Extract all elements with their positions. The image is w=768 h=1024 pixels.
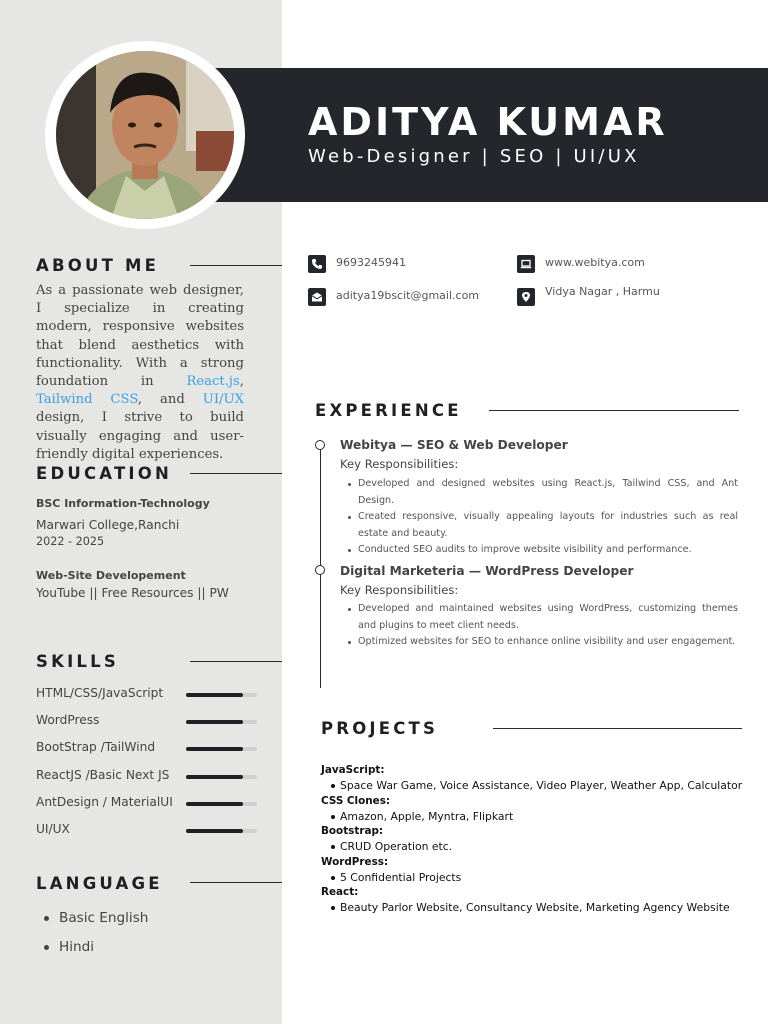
skill-level-fill xyxy=(186,775,243,779)
language-divider xyxy=(190,882,282,883)
skill-level-fill xyxy=(186,693,243,697)
project-item: Amazon, Apple, Myntra, Flipkart xyxy=(321,809,761,824)
candidate-tagline: Web-Designer | SEO | UI/UX xyxy=(308,146,640,167)
skill-label: ReactJS /Basic Next JS xyxy=(36,768,170,782)
responsibility-item: Developed and designed websites using React.js, Tailwind CSS, and Ant Design. xyxy=(358,476,738,509)
skill-label: HTML/CSS/JavaScript xyxy=(36,686,164,700)
project-category: Bootstrap: xyxy=(321,825,384,837)
address-text: Vidya Nagar , Harmu xyxy=(545,285,660,298)
project-category: CSS Clones: xyxy=(321,794,391,807)
about-section-title: ABOUT ME xyxy=(36,256,160,275)
phone-number: 9693245941 xyxy=(336,256,406,269)
skill-item xyxy=(36,795,258,813)
language-section-title: LANGUAGE xyxy=(36,874,163,893)
project-category: WordPress: xyxy=(321,855,389,868)
profile-photo xyxy=(56,51,234,219)
responsibility-item: Optimized websites for SEO to enhance online visibility and user engagement. xyxy=(358,634,738,651)
projects-divider xyxy=(493,728,742,729)
timeline-dot xyxy=(315,440,325,450)
project-item: Space War Game, Voice Assistance, Video Player, Weather App, Calculator xyxy=(321,778,761,793)
education-years: 2022 - 2025 xyxy=(36,535,105,548)
project-item: CRUD Operation etc. xyxy=(321,839,761,854)
email-address: aditya19bscit@gmail.com xyxy=(336,289,480,302)
language-list xyxy=(44,908,148,966)
job-title: Digital Marketeria — WordPress Developer xyxy=(340,564,634,578)
skill-item xyxy=(36,686,258,704)
projects-list xyxy=(321,763,761,916)
projects-section-title: PROJECTS xyxy=(321,719,439,738)
language-item: Hindi xyxy=(44,937,148,966)
skill-level-fill xyxy=(186,802,243,806)
education-section-title: EDUCATION xyxy=(36,464,172,483)
skill-level-track xyxy=(186,747,257,751)
skill-label: BootStrap /TailWind xyxy=(36,740,156,754)
skill-level-track xyxy=(186,802,257,806)
about-link-reactjs[interactable]: React.js xyxy=(186,374,240,390)
job-responsibilities xyxy=(358,601,738,651)
timeline-dot xyxy=(315,565,325,575)
about-text-intro: As a passionate web designer, I specialize in creating modern, responsive websites that blend aesthetics with functionality. With a strong foundation in xyxy=(36,283,244,390)
candidate-name: ADITYA KUMAR xyxy=(308,100,668,144)
project-item: 5 Confidential Projects xyxy=(321,870,761,885)
phone-icon xyxy=(308,255,326,273)
education-degree: BSC Information-Technology xyxy=(36,497,210,510)
skill-level-track xyxy=(186,720,257,724)
job-subtitle: Key Responsibilities: xyxy=(340,457,459,471)
skill-item xyxy=(36,713,258,731)
portrait-illustration xyxy=(56,51,234,219)
about-text-separator: , xyxy=(239,374,244,390)
envelope-icon xyxy=(308,288,326,306)
skill-item xyxy=(36,768,258,786)
project-category: React: xyxy=(321,886,359,898)
location-pin-icon xyxy=(517,288,535,306)
about-link-tailwind[interactable]: Tailwind CSS xyxy=(36,392,138,408)
skill-level-track xyxy=(186,829,257,833)
skill-level-fill xyxy=(186,720,243,724)
project-item: Beauty Parlor Website, Consultancy Website, Marketing Agency Website xyxy=(321,900,761,915)
skill-label: AntDesign / MaterialUI xyxy=(36,795,173,809)
responsibility-item: Created responsive, visually appealing layouts for industries such as real estate and beauty. xyxy=(358,509,738,542)
experience-divider xyxy=(489,410,739,411)
about-divider xyxy=(190,265,282,266)
website-url: www.webitya.com xyxy=(545,256,645,269)
project-category: JavaScript: xyxy=(321,764,385,776)
responsibility-item: Developed and maintained websites using WordPress, customizing themes and plugins to meet client needs. xyxy=(358,601,738,634)
about-text xyxy=(36,282,244,464)
skill-level-track xyxy=(186,693,257,697)
skills-divider xyxy=(190,661,282,662)
job-subtitle: Key Responsibilities: xyxy=(340,583,459,597)
about-text-outro: design, I strive to build visually engaging and user-friendly digital experiences. xyxy=(36,410,244,462)
education-course: Web-Site Developement xyxy=(36,569,186,582)
responsibility-item: Conducted SEO audits to improve website visibility and performance. xyxy=(358,542,738,559)
skills-section-title: SKILLS xyxy=(36,652,119,671)
about-link-uiux[interactable]: UI/UX xyxy=(202,392,244,408)
skill-label: UI/UX xyxy=(36,822,70,836)
skill-level-fill xyxy=(186,829,243,833)
job-title: Webitya — SEO & Web Developer xyxy=(340,438,568,452)
education-course-source: YouTube || Free Resources || PW xyxy=(36,586,229,600)
skill-label: WordPress xyxy=(36,713,100,727)
skill-level-fill xyxy=(186,747,243,751)
laptop-icon xyxy=(517,255,535,273)
skill-item xyxy=(36,740,258,758)
about-text-separator: , and xyxy=(137,392,203,408)
skill-item xyxy=(36,822,258,840)
education-college: Marwari College,Ranchi xyxy=(36,518,180,532)
skill-level-track xyxy=(186,775,257,779)
education-divider xyxy=(190,473,282,474)
experience-section-title: EXPERIENCE xyxy=(315,401,462,420)
job-responsibilities xyxy=(358,476,738,559)
language-item: Basic English xyxy=(44,908,148,937)
